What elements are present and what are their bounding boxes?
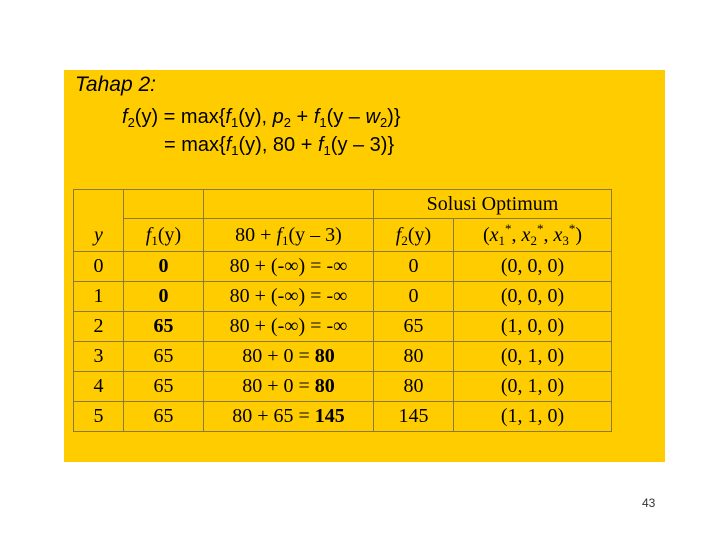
cell-value: 80 + (-∞) = -∞: [204, 312, 374, 342]
cell-solution: (0, 0, 0): [454, 282, 612, 312]
page-number: 43: [642, 496, 656, 510]
table-row: [74, 282, 612, 312]
cell-value: 80 + 0 = 80: [204, 372, 374, 402]
cell-solution: (1, 0, 0): [454, 312, 612, 342]
header-optimal-x: ($x_1^*$, $x_2^*$, $x_3^*$): [454, 219, 612, 252]
cell-f1: 65: [124, 402, 204, 432]
header-f1: $f_1(y)$: [124, 219, 204, 252]
table-header-row: [74, 219, 612, 252]
cell-f1: 0: [124, 252, 204, 282]
cell-y: 5: [74, 402, 124, 432]
header-y: y: [74, 190, 124, 252]
cell-f2: 145: [374, 402, 454, 432]
dp-table: [73, 189, 612, 432]
cell-y: 3: [74, 342, 124, 372]
cell-f1: 65: [124, 312, 204, 342]
table-row: [74, 402, 612, 432]
cell-solution: (0, 0, 0): [454, 252, 612, 282]
cell-y: 2: [74, 312, 124, 342]
slide-panel: [64, 70, 665, 462]
cell-y: 4: [74, 372, 124, 402]
cell-y: 0: [74, 252, 124, 282]
stage-heading: Tahap 2:: [75, 73, 156, 96]
cell-f2: 0: [374, 252, 454, 282]
header-80-plus-f1: $80 + f_1(y - 3)$: [204, 219, 374, 252]
cell-f2: 65: [374, 312, 454, 342]
cell-value: 80 + 0 = 80: [204, 342, 374, 372]
cell-f2: 0: [374, 282, 454, 312]
cell-value: 80 + (-∞) = -∞: [204, 252, 374, 282]
cell-solution: (1, 1, 0): [454, 402, 612, 432]
cell-f2: 80: [374, 342, 454, 372]
cell-value: 80 + (-∞) = -∞: [204, 282, 374, 312]
cell-solution: (0, 1, 0): [454, 372, 612, 402]
table-row: [74, 312, 612, 342]
table-row: [74, 252, 612, 282]
cell-f1: 0: [124, 282, 204, 312]
cell-y: 1: [74, 282, 124, 312]
table-row: [74, 372, 612, 402]
cell-f1: 65: [124, 342, 204, 372]
header-solusi-optimum: Solusi Optimum: [374, 190, 612, 219]
cell-f2: 80: [374, 372, 454, 402]
cell-f1: 65: [124, 372, 204, 402]
table-row: [74, 342, 612, 372]
cell-solution: (0, 1, 0): [454, 342, 612, 372]
header-f2: $f_2(y)$: [374, 219, 454, 252]
cell-value: 80 + 65 = 145: [204, 402, 374, 432]
table-group-header-row: [74, 190, 612, 219]
recurrence-equation-2: = $\max\{f_1(y)$, $80 + f_1(y - 3)$}: [164, 134, 395, 158]
recurrence-equation-1: $f_2(y) = \max\{f_1(y)$, $p_2 + f_1(y - w_2)$}: [122, 106, 401, 130]
